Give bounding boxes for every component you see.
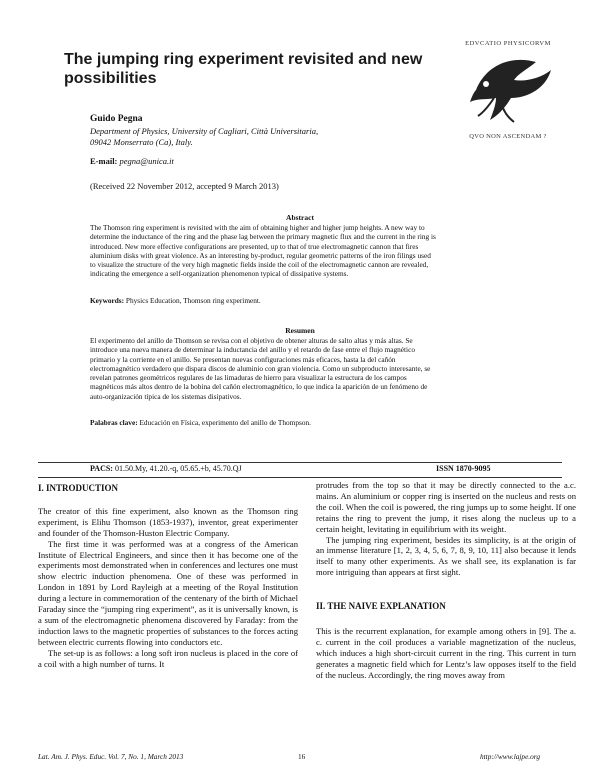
resumen-keywords: [90, 418, 311, 427]
section-title: II. THE NAIVE EXPLANATION: [316, 601, 446, 611]
pacs-value: 01.50.My, 41.20.-q, 05.65.+b, 45.70.QJ: [114, 464, 242, 473]
author-email: [90, 156, 174, 166]
right-column: [316, 480, 576, 578]
keywords-value: Educación en Física, experimento del anillo de Thompson.: [139, 418, 311, 427]
paragraph: The first time it was performed was at a congress of the American Institute of Electrical Engineers, and since then it has become one of the experiments most demonstrated when in conferences and lectures one must show electric induction phenomena. One of these was performed in London in 1891 by Lord Rayleigh at a meeting of the Royal Institution during a lecture in commemoration of the centenary of the birth of Michael Faraday since the “jumping ring experiment”, as it is universally known, is a sum of the electromagnetic phenomena discovered by Faraday: from the induction laws to the magnetic properties of substances to the forces acting between electric currents flowing into conductors etc.: [38, 538, 298, 647]
issn: ISSN 1870-9095: [436, 464, 491, 473]
email-label: E-mail:: [90, 156, 118, 166]
paragraph: protrudes from the top so that it may be directly connected to the a.c. mains. An aluminium or copper ring is inserted on the nucleus and rests on the coil. When the coil is powered, the ring jumps up to some height. If one retains the ring to prevent the jump, it rises along the nucleus up to a certain height, levitating in equilibrium with its weight.: [316, 480, 576, 534]
left-column: [38, 483, 298, 670]
top-rule: [38, 462, 562, 463]
abstract-text: [90, 223, 510, 279]
paragraph: The set-up is as follows: a long soft iron nucleus is placed in the core of a coil with a high number of turns. It: [38, 647, 298, 669]
abstract-line: The Thomson ring experiment is revisited with the aim of obtaining higher and higher jump heights. A new way to: [90, 223, 425, 232]
resumen-heading: Resumen: [285, 326, 315, 335]
resumen-line: primario y la corriente en el anillo. Se presentan nuevas configuraciones más eficaces, hasta la del cañón: [90, 354, 396, 364]
paragraph: The jumping ring experiment, besides its simplicity, is at the origin of an immense literature [1, 2, 3, 4, 5, 6, 7, 8, 9, 10, 11] also because it lends itself to many other experiments. As we shall see, its explanation is far more intriguing than appears at first sight.: [316, 534, 576, 578]
paragraph: This is the recurrent explanation, for example among others in [9]. The a. c. current in the coil produces a variable magnetization of the nucleus, which induces a high short-circuit current in the ring. This current in turn generates a magnetic field which for Lentz’s law opposes itself to the field of the nucleus. Accordingly, the ring moves away from: [316, 626, 576, 680]
abstract-line: aluminium disks with great violence. As an interesting by-product, regular geometric patterns of the iron filings used: [90, 250, 431, 260]
keywords-value: Physics Education, Thomson ring experiment.: [125, 296, 261, 305]
logo-motto: QVO NON ASCENDAM ?: [469, 133, 547, 140]
email-address[interactable]: pegna@unica.it: [119, 156, 174, 166]
bottom-rule: [38, 477, 562, 478]
pacs-codes: [90, 464, 242, 473]
paragraph: The creator of this fine experiment, also known as the Thomson ring experiment, is Elihu Thomson (1853-1937), inventor, great experimenter and founder of the Thomson-Huston Electric Company.: [38, 505, 298, 538]
page-number: 16: [298, 752, 306, 761]
footer-url[interactable]: http://www.lajpe.org: [480, 752, 540, 761]
abstract-line: introduced. New more effective configurations are presented, up to that of true electromagnetic cannon that fires: [90, 241, 419, 251]
abstract-line: indicating the emergence a self-organization phenomenon typical of dissipative systems.: [90, 269, 349, 279]
abstract-heading: Abstract: [286, 213, 314, 222]
affiliation-line: 09042 Monserrato (Ca), Italy.: [90, 137, 193, 147]
resumen-line: electromagnético verdadero que dispara discos de aluminio con gran violencia. Como un subproducto interesante, se: [90, 363, 431, 373]
right-column-continued: [316, 626, 576, 681]
logo-top-text: EDVCATIO PHYSICORVM: [465, 40, 551, 47]
resumen-line: magnéticos más altos dentro de la bobina del cañón electromagnético, lo que indica la aparición de un fenómeno de: [90, 382, 428, 392]
keywords-label: Keywords:: [90, 296, 125, 305]
pacs-label: PACS:: [90, 464, 113, 473]
abstract-line: determine the inductance of the ring and the phase lag between the primary magnetic flux and the current in the ring is: [90, 232, 436, 242]
paper-title: The jumping ring experiment revisited and new possibilities: [64, 51, 423, 87]
resumen-line: auto-organización típica de los sistemas disipativos.: [90, 391, 242, 401]
abstract-line: to visualize the structure of the very high magnetic fields inside the coil of the electromagnetic cannon are revealed,: [90, 260, 429, 270]
journal-logo-icon: [456, 40, 560, 140]
affiliation-line: Department of Physics, University of Cagliari, Città Universitaria,: [90, 126, 319, 136]
section-title: I. INTRODUCTION: [38, 483, 119, 493]
resumen-text: [90, 336, 510, 401]
keywords-label: Palabras clave:: [90, 418, 138, 427]
footer-journal: Lat. Am. J. Phys. Educ. Vol. 7, No. 1, March 2013: [38, 752, 184, 761]
abstract-keywords: [90, 296, 261, 305]
author-affiliation: [90, 126, 390, 148]
author-name: Guido Pegna: [90, 114, 143, 124]
resumen-line: introduce una nueva manera de determinar la inductancia del anillo y el retardo de fase entre el flujo magnético: [90, 345, 415, 355]
received-dates: (Received 22 November 2012, accepted 9 March 2013): [90, 181, 279, 191]
resumen-line: El experimento del anillo de Thomson se revisa con el objetivo de obtener alturas de salto altas y más altas. Se: [90, 336, 413, 345]
resumen-line: revelan patrones geométricos regulares de las limaduras de hierro para visualizar la estructura de los campos: [90, 373, 407, 383]
